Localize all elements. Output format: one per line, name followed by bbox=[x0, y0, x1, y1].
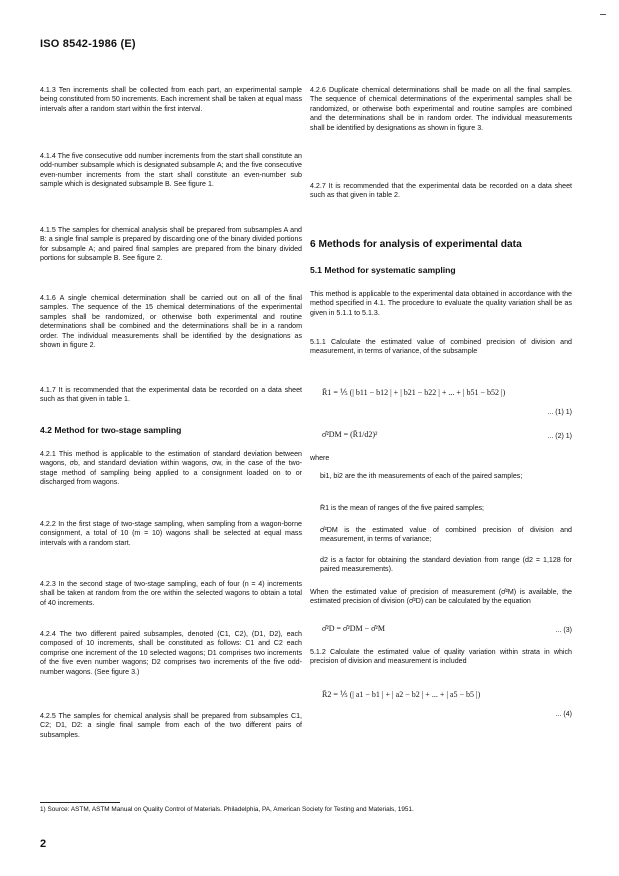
equation-3: σ̂²D = σ̂²DM − σ̂²M bbox=[322, 624, 385, 633]
clause-4-1-6: 4.1.6 A single chemical determination shall be carried out on all of the final samples. The sequence of the 15 chemical determinations of the experimental samples shall be randomized, or otherwise both experimental and routine determinations shall be combined and the determinations shall be in a random order. The individual measurements shall be identified by the designations as shown in figure 2. bbox=[40, 294, 302, 350]
clause-5-1-2: 5.1.2 Calculate the estimated value of quality variation within strata in which precision of division and measurement is included bbox=[310, 648, 572, 666]
clause-4-1-5: 4.1.5 The samples for chemical analysis shall be prepared from subsamples A and B: a single final sample is prepared by discarding one of the binary divided portions for subsample A; and paired final samples are prepared from the binary divided portions for subsample B. See figure 2. bbox=[40, 226, 302, 263]
corner-mark bbox=[600, 14, 606, 15]
heading-6: 6 Methods for analysis of experimental data bbox=[310, 239, 522, 250]
clause-5-1-intro: This method is applicable to the experimental data obtained in accordance with the method specified in 4.1. The procedure to evaluate the quality variation shall be as given in 5.1.1 to 5.1.3. bbox=[310, 290, 572, 317]
where-item-d2: d2 is a factor for obtaining the standard deviation from range (d2 = 1,128 for paired measurements). bbox=[320, 556, 572, 574]
equation-1-number: ... (1) 1) bbox=[547, 409, 572, 416]
clause-4-1-7: 4.1.7 It is recommended that the experimental data be recorded on a data sheet such as that given in table 1. bbox=[40, 386, 302, 404]
page-header: ISO 8542-1986 (E) bbox=[40, 38, 136, 50]
clause-4-2-1: 4.2.1 This method is applicable to the estimation of standard deviation between wagons, σb, and standard deviation within wagons, σw, in the case of the two-stage method of sampling being applied to a consignment loaded on to or discharged from wagons. bbox=[40, 450, 302, 487]
clause-4-2-5: 4.2.5 The samples for chemical analysis shall be prepared from subsamples C1, C2; D1, D2: a single final sample from each of the two different pairs of subsamples. bbox=[40, 712, 302, 739]
equation-2-number: ... (2) 1) bbox=[547, 433, 572, 440]
equation-4: R̄2 = ⅕ (| a1 − b1 | + | a2 − b2 | + ... + | a5 − b5 |) bbox=[322, 690, 481, 699]
clause-5-1-1: 5.1.1 Calculate the estimated value of combined precision of division and measurement, in terms of variance, of the subsample bbox=[310, 338, 572, 356]
clause-4-2-3: 4.2.3 In the second stage of two-stage sampling, each of four (n = 4) increments shall be taken at random from the ore within the selected wagons to obtain a total of 40 increments. bbox=[40, 580, 302, 607]
equation-1: R̄1 = ⅕ (| b11 − b12 | + | b21 − b22 | + ... + | b51 − b52 |) bbox=[322, 388, 506, 397]
page-number: 2 bbox=[40, 838, 47, 850]
where-item-b: bi1, bi2 are the ith measurements of each of the paired samples; bbox=[320, 472, 523, 480]
footnote-rule bbox=[40, 802, 120, 803]
where-item-r1: R̄1 is the mean of ranges of the five paired samples; bbox=[320, 504, 485, 512]
footnote: 1) Source: ASTM, ASTM Manual on Quality Control of Materials. Philadelphia, PA, American Society for Testing and Materials, 1951. bbox=[40, 806, 414, 813]
measurement-precision-text: When the estimated value of precision of measurement (σ̂²M) is available, the estimated precision of division (σ̂²D) can be calculated by the equation bbox=[310, 588, 572, 606]
clause-4-2-7: 4.2.7 It is recommended that the experimental data be recorded on a data sheet such as that given in table 2. bbox=[310, 182, 572, 200]
equation-2: σ̂²DM = (R̄1/d2)² bbox=[322, 430, 378, 439]
equation-4-number: ... (4) bbox=[555, 711, 572, 718]
where-item-sigma-dm: σ̂²DM is the estimated value of combined precision of division and measurement, in terms of variance; bbox=[320, 526, 572, 544]
clause-4-1-3: 4.1.3 Ten increments shall be collected from each part, an experimental sample being constituted from 50 increments. Each increment shall be taken at equal mass intervals after a random start within the first interval. bbox=[40, 86, 302, 113]
clause-4-2-6: 4.2.6 Duplicate chemical determinations shall be made on all the final samples. The sequence of chemical determinations of the experimental samples shall be randomized, or otherwise both experimental and routine samples are combined and the determinations shall be in random order. The individual measurements shall be identified by designations as shown in figure 3. bbox=[310, 86, 572, 132]
equation-3-number: ... (3) bbox=[555, 627, 572, 634]
heading-5-1: 5.1 Method for systematic sampling bbox=[310, 265, 456, 275]
heading-4-2: 4.2 Method for two-stage sampling bbox=[40, 425, 182, 435]
where-label: where bbox=[310, 454, 330, 462]
clause-4-2-2: 4.2.2 In the first stage of two-stage sampling, when sampling from a wagon-borne consignment, a total of 10 (m = 10) wagons shall be selected at equal mass intervals with a random start. bbox=[40, 520, 302, 547]
clause-4-2-4: 4.2.4 The two different paired subsamples, denoted (C1, C2), (D1, D2), each composed of 10 increments, shall be constituted as follows: C1 and C2 each comprise one increment of the 10 selected wagons; D1 comprises two increments of the five even number wagons; D2 comprises two increments of the five odd-number wagons. (See figure 3.) bbox=[40, 630, 302, 676]
clause-4-1-4: 4.1.4 The five consecutive odd number increments from the start shall constitute an odd-number subsample which is designated subsample A; and the five consecutive even-number increments from the start shall constitute an even-number sub sample which is designated subsample B. See figure 1. bbox=[40, 152, 302, 189]
